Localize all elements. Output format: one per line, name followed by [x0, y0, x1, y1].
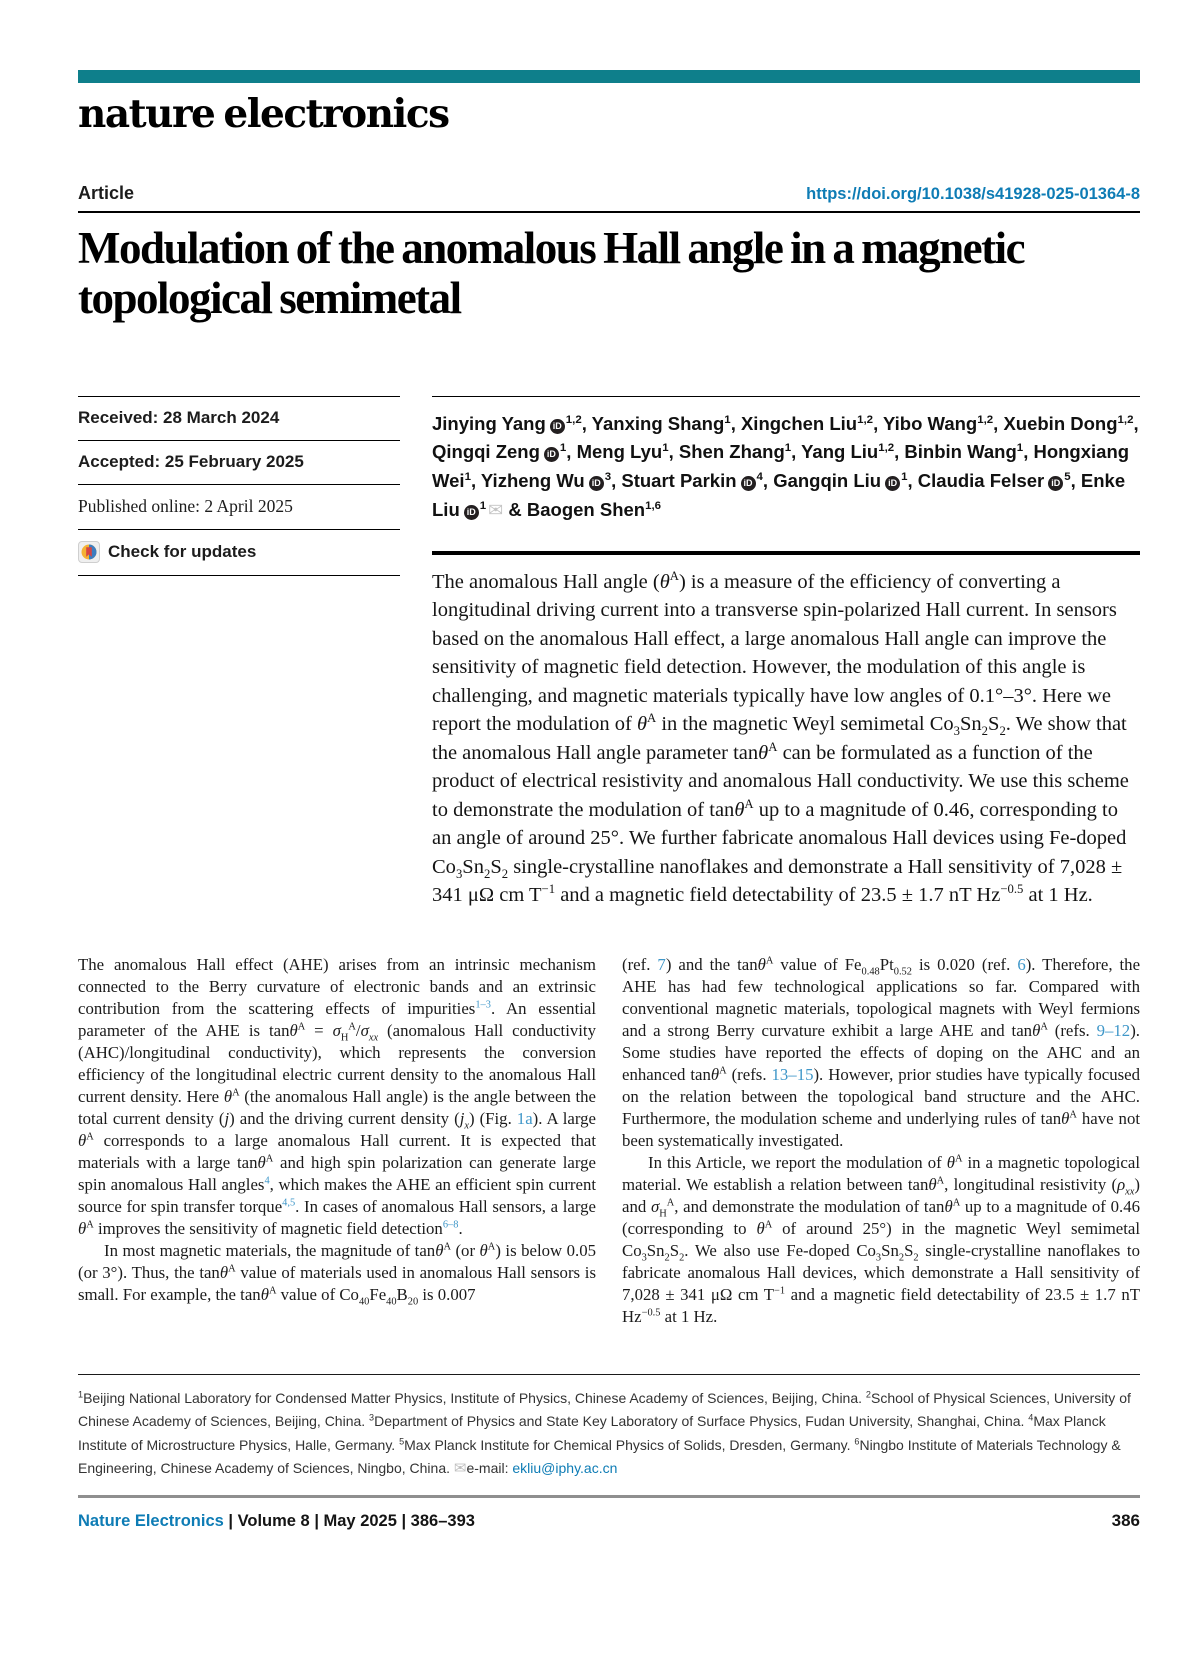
- email-icon[interactable]: ✉: [488, 499, 504, 520]
- ref-link[interactable]: 4,5: [282, 1197, 296, 1209]
- ref-link[interactable]: 6–8: [442, 1219, 459, 1231]
- brand-color-bar: [78, 70, 1140, 83]
- body-column-left: [78, 954, 596, 1328]
- email-icon: ✉: [453, 1460, 467, 1478]
- orcid-icon[interactable]: iD: [544, 447, 559, 462]
- page-number: 386: [1111, 1510, 1140, 1530]
- orcid-icon[interactable]: iD: [1048, 476, 1063, 491]
- journal-link[interactable]: Nature Electronics: [78, 1511, 224, 1530]
- accepted-date: Accepted: 25 February 2025: [78, 440, 400, 484]
- body-text: [78, 954, 1140, 1328]
- body-paragraph: The anomalous Hall effect (AHE) arises from an intrinsic mechanism connected to the Berry curvature of electronic bands and an extrinsic contribution from the scattering effects of impurities$^{1-3}$. An essential parameter of the AHE is $\tan\theta^A = \sigma_H^A/\sigma_{xx}$ (anomalous Hall conductivity (AHC)/longitudinal conductivity), which represents the conversion efficiency of the longitudinal electric current density to the anomalous Hall current density. Here $\theta^A$ (the anomalous Hall angle) is the angle between the total current density (j) and the driving current density $(j_x)$ (Fig. 1a). A large $\theta^A$ corresponds to a large anomalous Hall current. It is expected that materials with a large tanθ$^A$ and high spin polarization can generate large spin anomalous Hall angles$^4$, which makes the AHE an efficient spin current source for spin transfer torque$^{4,5}$. In cases of anomalous Hall sensors, a large $\theta^A$ improves the sensitivity of magnetic field detection$^{6-8}$.: [78, 954, 596, 1238]
- figure-link[interactable]: 1a: [516, 1108, 533, 1128]
- article-header-row: [78, 183, 1140, 213]
- issue-info: | Volume 8 | May 2025 | 386–393: [223, 1511, 475, 1530]
- crossmark-icon: [78, 541, 100, 563]
- abstract: The anomalous Hall angle $(\theta^A)$ is a measure of the efficiency of converting a longitudinal driving current into a transverse spin-polarized Hall current. In sensors based on the anomalous Hall effect, a large anomalous Hall angle can improve the sensitivity of magnetic field detection. However, the modulation of this angle is challenging, and magnetic materials typically have low angles of 0.1°–3°. Here we report the modulation of $\theta^A$ in the magnetic Weyl semimetal $Co_3Sn_2S_2$. We show that the anomalous Hall angle parameter tanθ$^A$ can be formulated as a function of the product of electrical resistivity and anomalous Hall conductivity. We use this scheme to demonstrate the modulation of tanθ$^A$ up to a magnitude of 0.46, corresponding to an angle of around 25°. We further fabricate anomalous Hall devices using Fe-doped $Co_3Sn_2S_2$ single-crystalline nanoflakes and demonstrate a Hall sensitivity of 7,028 ± 341 μΩ cm $T^{-1}$ and a magnetic field detectability of 23.5 ± 1.7 nT $Hz^{-0.5}$ at 1 Hz.: [432, 551, 1140, 910]
- orcid-icon[interactable]: iD: [550, 419, 565, 434]
- ref-link[interactable]: 13–15: [771, 1064, 814, 1084]
- orcid-icon[interactable]: iD: [885, 476, 900, 491]
- journal-masthead: nature electronics: [78, 91, 449, 137]
- orcid-icon[interactable]: iD: [741, 476, 756, 491]
- article-type-label: Article: [78, 183, 135, 203]
- check-for-updates-label: Check for updates: [108, 541, 257, 561]
- author-abstract-column: [432, 396, 1140, 910]
- article-page: [0, 70, 1200, 1531]
- body-paragraph: In most magnetic materials, the magnitude of tanθ$^A$ (or $\theta^A$) is below 0.05 (or 3°). Thus, the tanθ$^A$ value of materials used in anomalous Hall sensors is small. For example, the tanθ$^A$ value of $Co_{40}Fe_{40}B_{20}$ is 0.007: [78, 1240, 596, 1308]
- affiliations-footnote: $^1$Beijing National Laboratory for Condensed Matter Physics, Institute of Physics, Chinese Academy of Sciences, Beijing, China. $^2$School of Physical Sciences, University of Chinese Academy of Sciences, Beijing, China. $^3$Department of Physics and State Key Laboratory of Surface Physics, Fudan University, Shanghai, China. $^4$Max Planck Institute of Microstructure Physics, Halle, Germany. $^5$Max Planck Institute for Chemical Physics of Solids, Dresden, Germany. $^6$Ningbo Institute of Materials Technology & Engineering, Chinese Academy of Sciences, Ningbo, China. ✉e-mail: ekliu@iphy.ac.cn: [78, 1374, 1140, 1481]
- page-footer: [78, 1495, 1140, 1531]
- orcid-icon[interactable]: iD: [589, 476, 604, 491]
- footer-citation: [78, 1512, 475, 1531]
- body-paragraph: (ref. 7) and the tanθ$^A$ value of $Fe_{0.48}Pt_{0.52}$ is 0.020 (ref. 6). Therefore, the AHE has had few technological applications so far. Compared with conventional magnetic materials, topological magnets with Weyl fermions and a strong Berry curvature exhibit a large AHE and tanθ$^A$ (refs. 9–12). Some studies have reported the effects of doping on the AHC and an enhanced tanθ$^A$ (refs. 13–15). However, prior studies have typically focused on the relation between the topological band structure and the AHC. Furthermore, the modulation scheme and underlying rules of tanθ$^A$ have not been systematically investigated.: [622, 954, 1141, 1150]
- body-column-right: [622, 954, 1140, 1328]
- dates-sidebar: [78, 396, 400, 910]
- article-title: Modulation of the anomalous Hall angle in a magnetic topological semimetal: [78, 223, 1025, 324]
- ref-link[interactable]: 4: [264, 1175, 270, 1187]
- doi-link[interactable]: https://doi.org/10.1038/s41928-025-01364-8: [806, 185, 1140, 203]
- orcid-icon[interactable]: iD: [464, 505, 479, 520]
- ref-link[interactable]: 9–12: [1096, 1020, 1131, 1040]
- ref-link[interactable]: 1–3: [475, 999, 491, 1011]
- received-date: Received: 28 March 2024: [78, 396, 400, 440]
- author-list: Jinying Yang iD$^{1,2}$, Yanxing Shang$^1$, Xingchen Liu$^{1,2}$, Yibo Wang$^{1,2}$, Xuebin Dong$^{1,2}$, Qingqi Zeng $iD^1$, Meng Lyu$^1$, Shen Zhang$^1$, Yang Liu$^{1,2}$, Binbin Wang$^1$, Hongxiang Wei$^1$, Yizheng Wu $iD^3$, Stuart Parkin $iD^4$, Gangqin Liu $iD^1$, Claudia Felser $iD^5$, Enke Liu $iD^1$ ✉ & Baogen Shen$^{1,6}$: [432, 396, 1140, 525]
- check-for-updates-button[interactable]: [78, 529, 400, 576]
- published-date: Published online: 2 April 2025: [78, 484, 400, 529]
- body-paragraph: In this Article, we report the modulation of $\theta^A$ in a magnetic topological material. We establish a relation between tanθ$^A$, longitudinal resistivity $(\rho_{xx})$ and $\sigma_H^A$, and demonstrate the modulation of tanθ$^A$ up to a magnitude of 0.46 (corresponding to $\theta^A$ of around 25°) in the magnetic Weyl semimetal $Co_3Sn_2S_2$. We also use Fe-doped $Co_3Sn_2S_2$ single-crystalline nanoflakes to fabricate anomalous Hall devices, which demonstrate a Hall sensitivity of 7,028 ± 341 μΩ cm $T^{-1}$ and a magnetic field detectability of 23.5 ± 1.7 nT $Hz^{-0.5}$ at 1 Hz.: [622, 1152, 1140, 1326]
- ref-link[interactable]: 6: [1017, 954, 1026, 974]
- info-section: [78, 396, 1140, 910]
- ref-link[interactable]: 7: [657, 954, 666, 974]
- email-link[interactable]: ekliu@iphy.ac.cn: [512, 1460, 618, 1477]
